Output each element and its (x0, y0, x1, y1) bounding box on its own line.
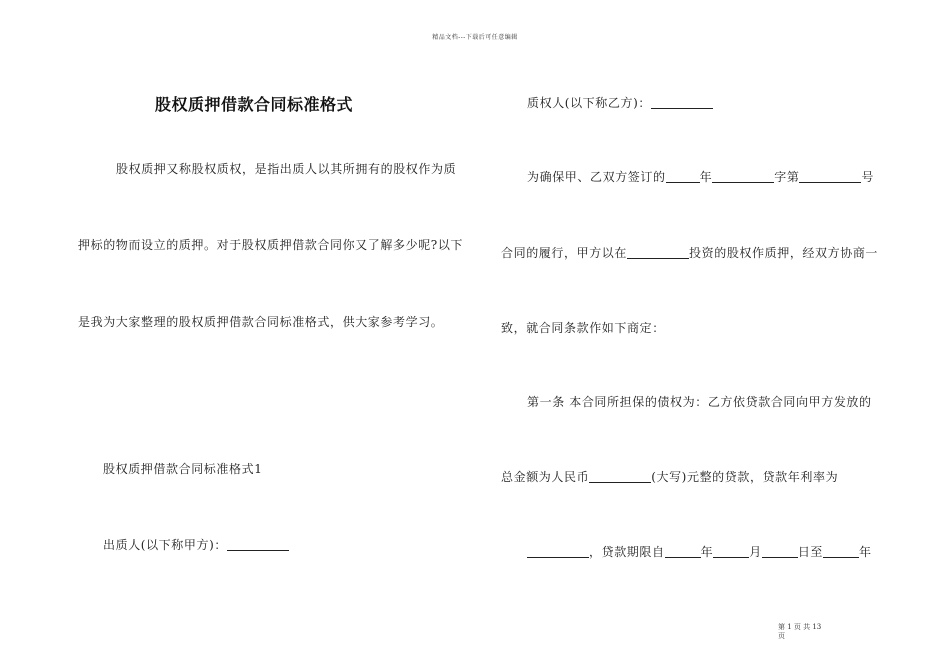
section-subheading: 股权质押借款合同标准格式1 (103, 462, 263, 476)
clause-text: 年 (699, 170, 713, 184)
page-number-line-2: 页 (778, 632, 785, 640)
clause-text: 年 (700, 545, 714, 559)
amount-blank (589, 470, 651, 483)
pledgee-label: 质权人(以下称乙方)： (527, 96, 651, 110)
company-blank (627, 246, 689, 259)
clause-text: 为确保甲、乙双方签订的 (527, 170, 666, 184)
clause-text: 日至 (797, 545, 824, 559)
pledgor-label: 出质人(以下称甲方)： (103, 538, 227, 552)
page-header: 精品文档---下载后可任意编辑 (432, 34, 518, 41)
pledgor-blank (227, 538, 289, 551)
clause-line-6 (527, 543, 872, 560)
clause-text: 月 (749, 545, 762, 559)
clause-text: 总金额为人民币 (501, 470, 590, 484)
end-year-blank (823, 545, 859, 558)
page-number (778, 623, 821, 641)
clause-text: 投资的股权作质押，经双方协商一 (689, 246, 879, 260)
intro-line-3: 是我为大家整理的股权质押借款合同标准格式，供大家参考学习。 (78, 315, 444, 329)
year-blank (666, 170, 700, 183)
clause-text: 年 (859, 545, 872, 559)
clause-line-5 (501, 468, 838, 485)
start-day-blank (762, 545, 798, 558)
clause-line-1 (527, 168, 874, 185)
start-month-blank (713, 545, 749, 558)
interest-rate-blank (527, 545, 589, 558)
clause-text: ，贷款期限自 (589, 545, 665, 559)
clause-text: 合同的履行，甲方以在 (501, 246, 628, 260)
clause-line-3: 致，就合同条款作如下商定： (501, 321, 665, 335)
clause-text: 字第 (774, 170, 800, 184)
pledgee-blank (651, 96, 713, 109)
document-title: 股权质押借款合同标准格式 (155, 95, 354, 114)
contract-prefix-blank (712, 170, 774, 183)
intro-line-2: 押标的物而设立的质押。对于股权质押借款合同你又了解多少呢?以下 (78, 238, 464, 252)
page-number-line-1: 第 1 页 共 13 (778, 623, 822, 631)
clause-text: 号 (861, 170, 875, 184)
start-year-blank (665, 545, 701, 558)
pledgor-line (103, 536, 289, 553)
contract-number-blank (799, 170, 861, 183)
article-1-line: 第一条 本合同所担保的债权为：乙方依贷款合同向甲方发放的 (527, 395, 872, 409)
intro-line-1: 股权质押又称股权质权，是指出质人以其所拥有的股权作为质 (116, 162, 457, 176)
clause-line-2 (501, 244, 878, 261)
clause-text: (大写)元整的贷款，贷款年利率为 (651, 470, 839, 484)
pledgee-line (527, 94, 713, 111)
